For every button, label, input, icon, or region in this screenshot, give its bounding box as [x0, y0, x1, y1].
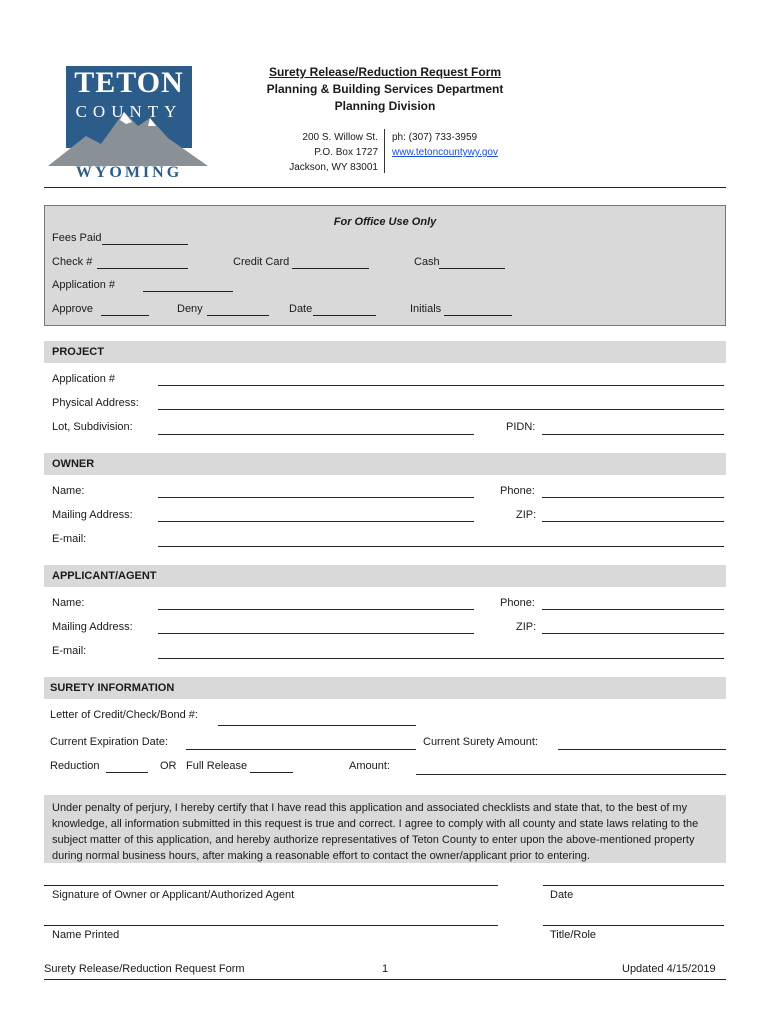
initials-field[interactable]: [444, 315, 512, 316]
pidn-label: PIDN:: [506, 421, 536, 433]
office-application-label: Application #: [52, 279, 115, 291]
signature-field[interactable]: [44, 885, 498, 886]
name-printed-label: Name Printed: [52, 929, 120, 941]
applicant-email-field[interactable]: [158, 658, 724, 659]
signature-date-field[interactable]: [543, 885, 724, 886]
amount-field[interactable]: [416, 774, 726, 775]
title-role-label: Title/Role: [550, 929, 597, 941]
signature-date-label: Date: [550, 889, 574, 901]
applicant-mailing-field[interactable]: [158, 633, 474, 634]
applicant-mailing-label: Mailing Address:: [52, 621, 133, 633]
owner-section-header: [44, 453, 726, 475]
expiration-date-field[interactable]: [186, 749, 416, 750]
deny-label: Deny: [177, 303, 203, 315]
check-field[interactable]: [97, 268, 188, 269]
initials-label: Initials: [410, 303, 442, 315]
footer-updated-date: Updated 4/15/2019: [622, 963, 716, 975]
owner-phone-field[interactable]: [542, 497, 724, 498]
office-use-title: For Office Use Only: [333, 216, 437, 228]
footer-form-name: Surety Release/Reduction Request Form: [44, 963, 245, 975]
applicant-phone-label: Phone:: [500, 597, 535, 609]
date-field[interactable]: [313, 315, 376, 316]
address-line: 200 S. Willow St.: [302, 132, 378, 143]
address-line: P.O. Box 1727: [314, 147, 378, 158]
letter-of-credit-label: Letter of Credit/Check/Bond #:: [50, 709, 198, 721]
full-release-field[interactable]: [250, 772, 293, 773]
pidn-field[interactable]: [542, 434, 724, 435]
check-label: Check #: [52, 256, 93, 268]
footer-rule: [44, 979, 726, 980]
logo-county: COUNTY: [75, 102, 183, 121]
address-divider: [384, 129, 385, 173]
division-name: Planning Division: [334, 99, 436, 113]
logo-teton: TETON: [74, 66, 184, 99]
surety-section-header: [44, 677, 726, 699]
certification-box: [44, 795, 726, 863]
address-block: [260, 130, 378, 175]
owner-zip-label: ZIP:: [516, 509, 537, 521]
project-application-field[interactable]: [158, 385, 724, 386]
date-label: Date: [289, 303, 313, 315]
expiration-date-label: Current Expiration Date:: [50, 736, 168, 748]
form-title: Surety Release/Reduction Request Form: [268, 65, 502, 79]
physical-address-field[interactable]: [158, 409, 724, 410]
project-section-header: [44, 341, 726, 363]
project-application-label: Application #: [52, 373, 115, 385]
logo-wyoming: WYOMING: [75, 164, 183, 181]
fees-paid-field[interactable]: [102, 244, 188, 245]
applicant-zip-field[interactable]: [542, 633, 724, 634]
credit-card-label: Credit Card: [233, 256, 290, 268]
lot-subdivision-field[interactable]: [158, 434, 474, 435]
owner-heading: OWNER: [52, 458, 95, 470]
signature-label: Signature of Owner or Applicant/Authorized Agent: [52, 889, 295, 901]
approve-field[interactable]: [101, 315, 149, 316]
cash-label: Cash: [414, 256, 440, 268]
teton-county-logo: [46, 64, 210, 186]
applicant-zip-label: ZIP:: [516, 621, 537, 633]
approve-label: Approve: [52, 303, 93, 315]
footer-page-number: 1: [382, 963, 389, 975]
department-name: Planning & Building Services Department: [266, 82, 504, 96]
deny-field[interactable]: [207, 315, 269, 316]
applicant-heading: APPLICANT/AGENT: [52, 570, 157, 582]
applicant-name-label: Name:: [52, 597, 85, 609]
owner-phone-label: Phone:: [500, 485, 535, 497]
or-label: OR: [160, 760, 177, 772]
physical-address-label: Physical Address:: [52, 397, 139, 409]
phone-number: ph: (307) 733-3959: [392, 132, 478, 143]
applicant-email-label: E-mail:: [52, 645, 87, 657]
reduction-label: Reduction: [50, 760, 100, 772]
cash-field[interactable]: [439, 268, 505, 269]
owner-email-label: E-mail:: [52, 533, 87, 545]
certification-text: Under penalty of perjury, I hereby certify that I have read this application and associated checklists and state that, to the best of my knowledge, all information submitted in this request is true and correct. I agree to comply with all county and state laws relating to the subject matter of this application, and hereby authorize representatives of Teton County to enter upon the above-mentioned property during normal business hours, after making a reasonable effort to contact the owner/applicant prior to entering.: [52, 802, 699, 862]
credit-card-field[interactable]: [292, 268, 369, 269]
full-release-label: Full Release: [186, 760, 248, 772]
applicant-section-header: [44, 565, 726, 587]
address-line: Jackson, WY 83001: [289, 162, 378, 173]
amount-label: Amount:: [349, 760, 390, 772]
surety-heading: SURETY INFORMATION: [50, 682, 175, 694]
header-rule: [44, 187, 726, 188]
owner-zip-field[interactable]: [542, 521, 724, 522]
current-surety-amount-label: Current Surety Amount:: [423, 736, 538, 748]
owner-mailing-label: Mailing Address:: [52, 509, 133, 521]
owner-name-label: Name:: [52, 485, 85, 497]
fees-paid-label: Fees Paid: [52, 232, 102, 244]
lot-subdivision-label: Lot, Subdivision:: [52, 421, 133, 433]
applicant-phone-field[interactable]: [542, 609, 724, 610]
owner-mailing-field[interactable]: [158, 521, 474, 522]
current-surety-amount-field[interactable]: [558, 749, 726, 750]
applicant-name-field[interactable]: [158, 609, 474, 610]
name-printed-field[interactable]: [44, 925, 498, 926]
website-link[interactable]: www.tetoncountywy.gov: [392, 147, 498, 158]
owner-email-field[interactable]: [158, 546, 724, 547]
letter-of-credit-field[interactable]: [218, 725, 416, 726]
owner-name-field[interactable]: [158, 497, 474, 498]
contact-block: [392, 130, 498, 160]
office-use-box: [44, 205, 726, 326]
project-heading: PROJECT: [52, 346, 104, 358]
title-role-field[interactable]: [543, 925, 724, 926]
office-application-field[interactable]: [143, 291, 233, 292]
reduction-field[interactable]: [106, 772, 148, 773]
